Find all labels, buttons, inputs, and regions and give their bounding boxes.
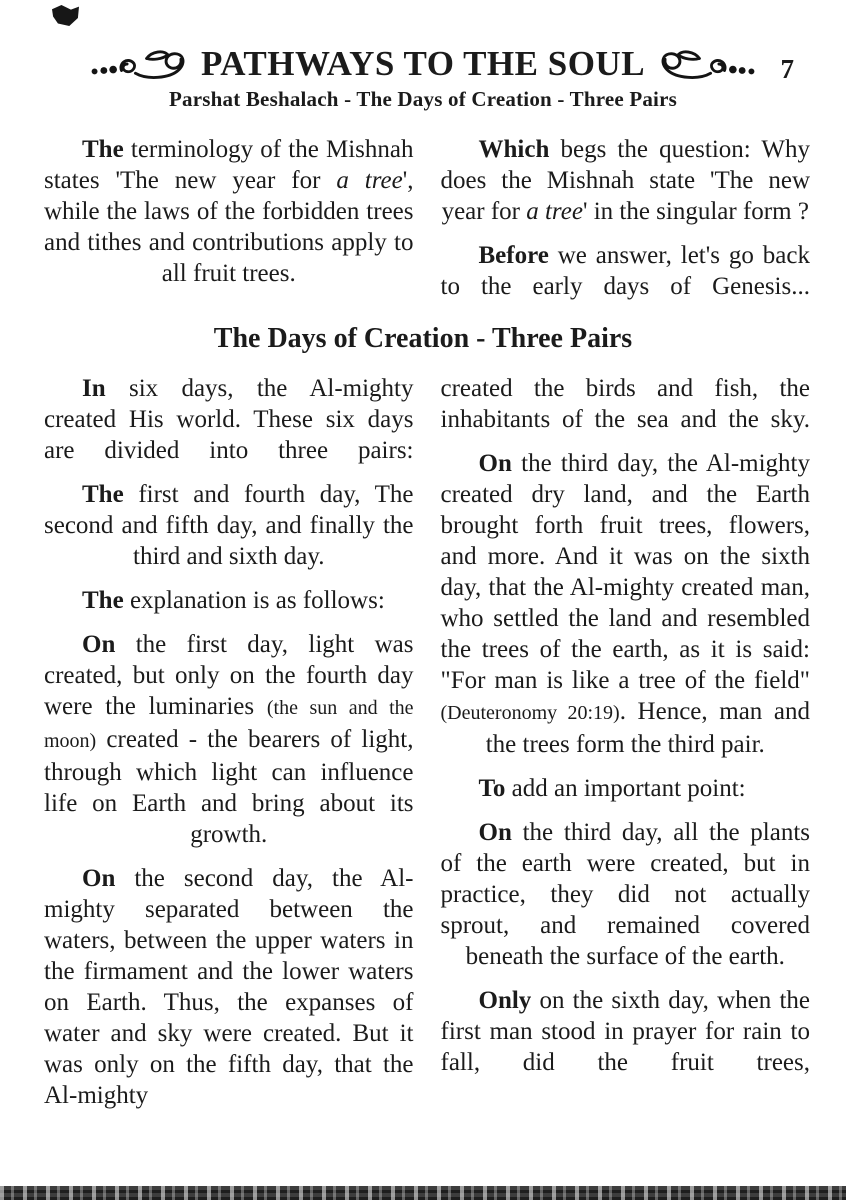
- section-heading: The Days of Creation - Three Pairs: [213, 323, 633, 354]
- intro-left-column: [44, 134, 414, 315]
- paragraph: Which begs the question: Why does the Mishnah state 'The new year for a tree' in the singular form ?: [440, 136, 810, 225]
- title-row: [0, 44, 846, 84]
- paragraph: The first and fourth day, The second and fifth day, and finally the third and sixth day.: [44, 481, 414, 570]
- scan-artifact-bottom-band: [0, 1186, 846, 1200]
- intro-columns: [0, 134, 846, 315]
- paragraph: On the second day, the Al-mighty separated between the waters, between the upper waters in the firmament and the lower waters on Earth. Thus, the expanses of water and sky were created. But it was only on the fifth day, that the Al-mighty: [44, 865, 414, 1109]
- flourish-right-icon: [653, 47, 757, 81]
- flourish-left-icon: [89, 47, 193, 81]
- paragraph: On the first day, light was created, but only on the fourth day were the luminaries (the sun and the moon) created - the bearers of light, through which light can influence life on Earth and bring about its growth.: [44, 631, 414, 848]
- body-left-column: [44, 373, 414, 1124]
- paragraph: In six days, the Al-mighty created His world. These six days are divided into three pairs:: [44, 375, 414, 464]
- body-right-column: [441, 373, 811, 1124]
- intro-right-column: [441, 134, 811, 315]
- page-subtitle: Parshat Beshalach - The Days of Creation - Three Pairs: [169, 87, 677, 111]
- paragraph: The explanation is as follows:: [82, 587, 385, 614]
- page-header: [0, 0, 846, 112]
- paragraph: created the birds and fish, the inhabitants of the sea and the sky.: [440, 375, 810, 433]
- paragraph: On the third day, the Al-mighty created dry land, and the Earth brought forth fruit trees, flowers, and more. And it was on the sixth day, that the Al-mighty created man, who settled the land and resembled the trees of the earth, as it is said: "For man is like a tree of the field" (Deuteronomy 20:19). Hence, man and the trees form the third pair.: [440, 450, 810, 758]
- book-title: PATHWAYS TO THE SOUL: [200, 44, 646, 83]
- paragraph: Before we answer, let's go back to the early days of Genesis...: [440, 242, 810, 300]
- paragraph: On the third day, all the plants of the earth were created, but in practice, they did not actually sprout, and remained covered beneath the surface of the earth.: [440, 819, 810, 970]
- page-number: 7: [780, 54, 794, 84]
- body-columns: [0, 373, 846, 1124]
- paragraph: Only on the sixth day, when the first man stood in prayer for rain to fall, did the fruit trees,: [440, 987, 810, 1076]
- paragraph: The terminology of the Mishnah states 'The new year for a tree', while the laws of the forbidden trees and tithes and contributions apply to all fruit trees.: [44, 136, 414, 287]
- paragraph: To add an important point:: [478, 775, 746, 802]
